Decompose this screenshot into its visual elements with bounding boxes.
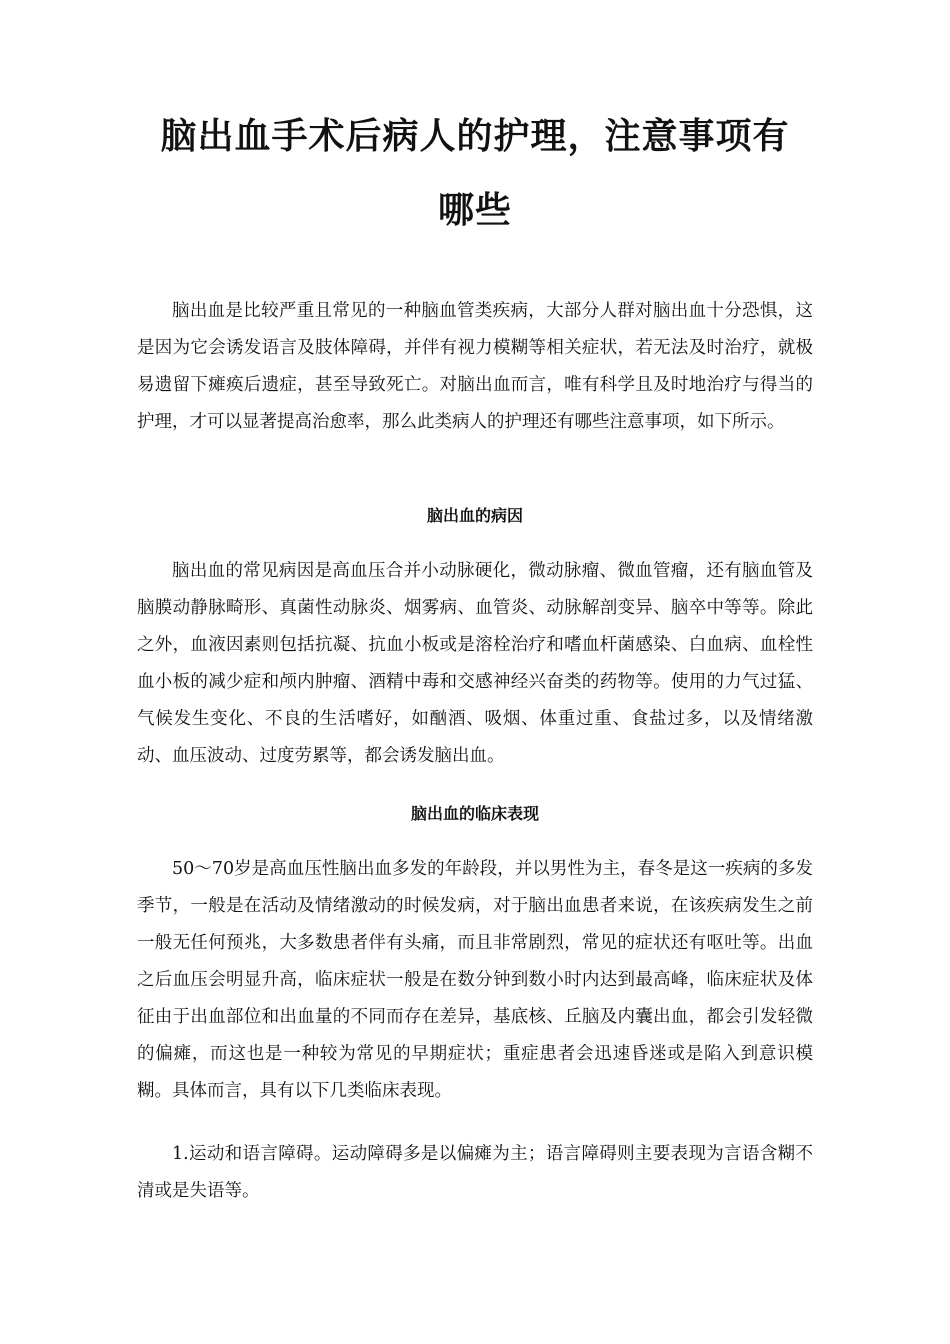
causes-paragraph: 脑出血的常见病因是高血压合并小动脉硬化，微动脉瘤、微血管瘤，还有脑血管及脑膜动静脉畸形、真菌性动脉炎、烟雾病、血管炎、动脉解剖变异、脑卒中等等。除此之外，血液因素则包括抗凝、抗血小板或是溶栓治疗和嗜血杆菌感染、白血病、血栓性血小板的减少症和颅内肿瘤、酒精中毒和交感神经兴奋类的药物等。使用的力气过猛、气候发生变化、不良的生活嗜好，如酗酒、吸烟、体重过重、食盐过多，以及情绪激动、血压波动、过度劳累等，都会诱发脑出血。 [137, 561, 813, 766]
clinical-manifestations-paragraph: 50～70岁是高血压性脑出血多发的年龄段，并以男性为主，春冬是这一疾病的多发季节，一般是在活动及情绪激动的时候发病，对于脑出血患者来说，在该疾病发生之前一般无任何预兆，大多数患者伴有头痛，而且非常剧烈，常见的症状还有呕吐等。出血之后血压会明显升高，临床症状一般是在数分钟到数小时内达到最高峰，临床症状及体征由于出血部位和出血量的不同而存在差异，基底核、丘脑及内囊出血，都会引发轻微的偏瘫，而这也是一种较为常见的早期症状；重症患者会迅速昏迷或是陷入到意识模糊。具体而言，具有以下几类临床表现。 [137, 859, 813, 1101]
document-title [120, 100, 830, 248]
document-title-line-2: 哪些 [437, 190, 512, 231]
intro-paragraph: 脑出血是比较严重且常见的一种脑血管类疾病，大部分人群对脑出血十分恐惧，这是因为它会诱发语言及肢体障碍，并伴有视力模糊等相关症状，若无法及时治疗，就极易遗留下瘫痪后遗症，甚至导致死亡。对脑出血而言，唯有科学且及时地治疗与得当的护理，才可以显著提高治愈率，那么此类病人的护理还有哪些注意事项，如下所示。 [137, 301, 813, 432]
document-title-line-1: 脑出血手术后病人的护理，注意事项有 [160, 116, 790, 157]
list-item-motor-language-disorder: 1.运动和语言障碍。运动障碍多是以偏瘫为主；语言障碍则主要表现为言语含糊不清或是失语等。 [137, 1144, 813, 1201]
section-heading-causes: 脑出血的病因 [426, 506, 523, 525]
section-heading-clinical-manifestations: 脑出血的临床表现 [410, 804, 539, 823]
